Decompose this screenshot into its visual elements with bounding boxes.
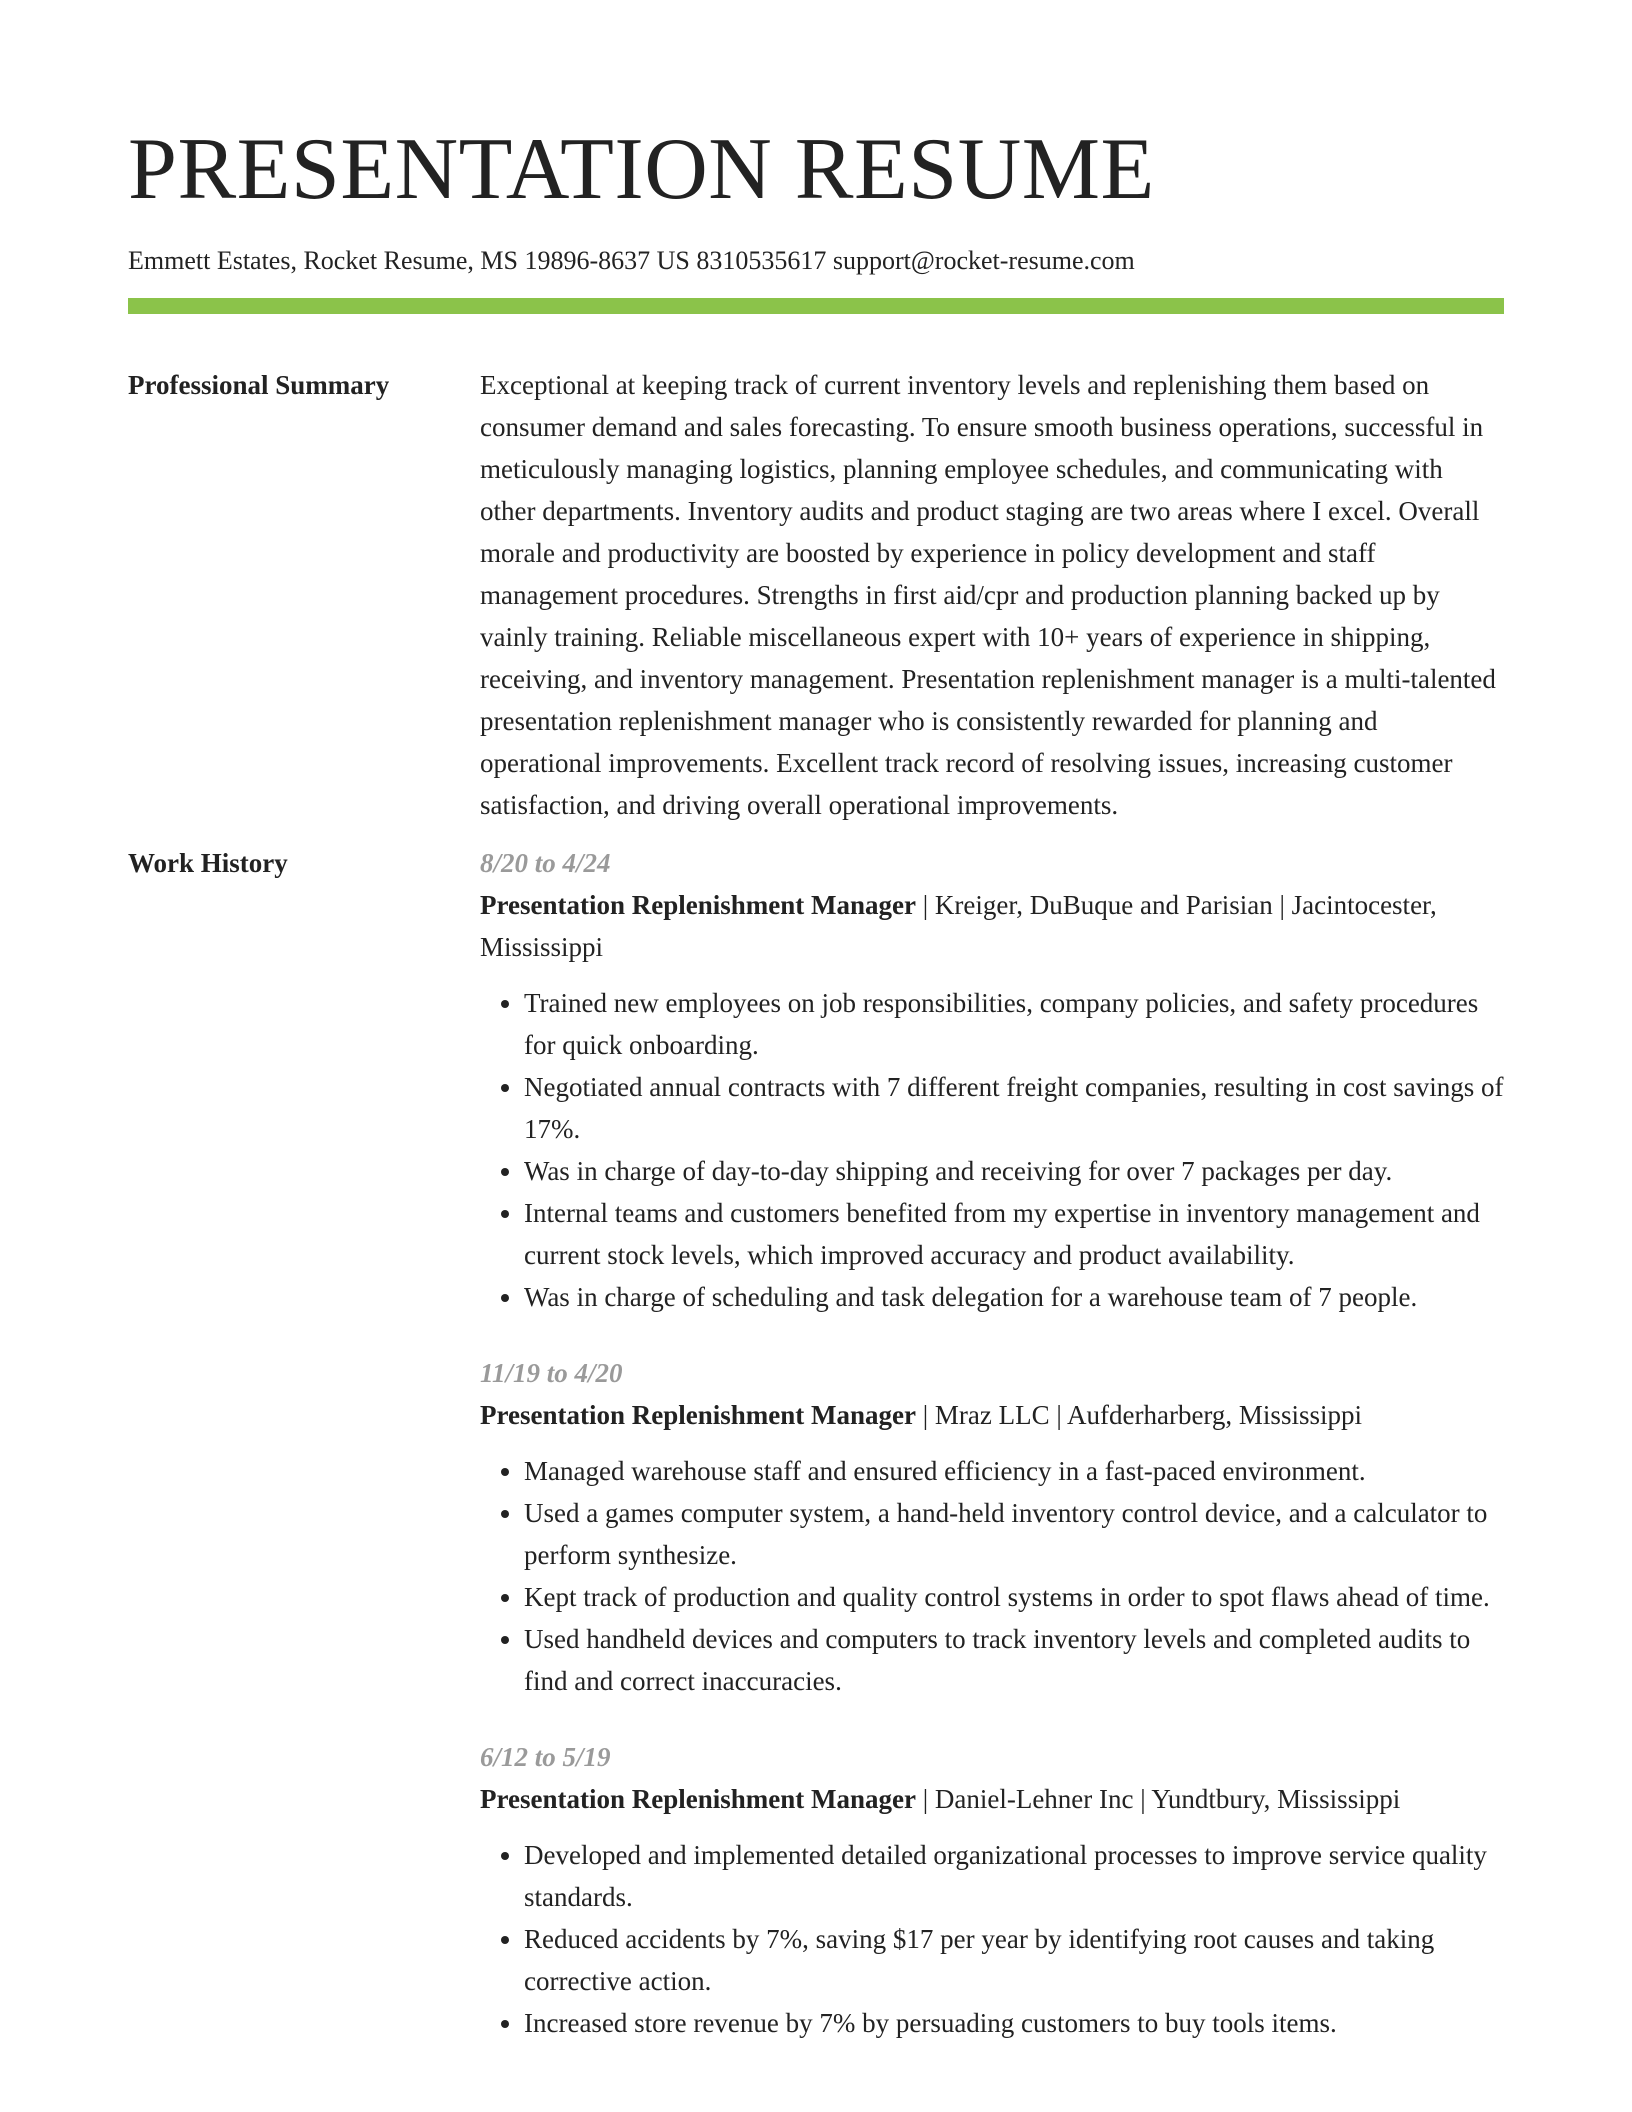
job-bullet: • Trained new employees on job responsibilities, company policies, and safety procedures for quick onboarding. [524, 982, 1504, 1066]
job-bullet: • Managed warehouse staff and ensured efficiency in a fast-paced environment. [524, 1450, 1504, 1492]
job-bullet: • Increased store revenue by 7% by persuading customers to buy tools items. [524, 2002, 1504, 2044]
job-bullet: • Used handheld devices and computers to track inventory levels and completed audits to find and correct inaccuracies. [524, 1618, 1504, 1702]
job-bullet: • Kept track of production and quality control systems in order to spot flaws ahead of time. [524, 1576, 1504, 1618]
work-history-body [480, 842, 1504, 2078]
job-bullet: • Reduced accidents by 7%, saving $17 per year by identifying root causes and taking corrective action. [524, 1918, 1504, 2002]
job-bullet: • Internal teams and customers benefited from my expertise in inventory management and current stock levels, which improved accuracy and product availability. [524, 1192, 1504, 1276]
accent-divider [128, 298, 1504, 314]
job-bullets [480, 982, 1504, 1318]
job-line [480, 1394, 1504, 1436]
job-line [480, 1778, 1504, 1820]
resume-name: PRESENTATION RESUME [128, 121, 1155, 218]
job-entry [480, 842, 1504, 1318]
job-details: | Kreiger, DuBuque and Parisian | Jacintocester, Mississippi [480, 890, 1437, 962]
job-line [480, 884, 1504, 968]
job-dates: 6/12 to 5/19 [480, 1742, 611, 1772]
job-bullet: • Negotiated annual contracts with 7 different freight companies, resulting in cost savings of 17%. [524, 1066, 1504, 1150]
job-title: Presentation Replenishment Manager [480, 1400, 916, 1430]
job-entry [480, 1736, 1504, 2044]
job-details: | Mraz LLC | Aufderharberg, Mississippi [915, 1400, 1362, 1430]
summary-heading: Professional Summary [128, 370, 390, 400]
job-bullets [480, 1834, 1504, 2044]
job-title: Presentation Replenishment Manager [480, 1784, 916, 1814]
job-dates: 8/20 to 4/24 [480, 848, 611, 878]
job-details: | Daniel-Lehner Inc | Yundtbury, Mississippi [915, 1784, 1401, 1814]
job-bullet: • Was in charge of scheduling and task delegation for a warehouse team of 7 people. [524, 1276, 1504, 1318]
job-bullet: • Used a games computer system, a hand-held inventory control device, and a calculator to perform synthesize. [524, 1492, 1504, 1576]
work-history-section [128, 842, 1504, 2078]
job-bullets [480, 1450, 1504, 1702]
job-entry [480, 1352, 1504, 1702]
resume-page [128, 0, 1504, 2078]
summary-body [480, 364, 1504, 826]
job-title: Presentation Replenishment Manager [480, 890, 916, 920]
job-bullet: • Developed and implemented detailed organizational processes to improve service quality standards. [524, 1834, 1504, 1918]
job-dates: 11/19 to 4/20 [480, 1358, 623, 1388]
work-history-heading: Work History [128, 848, 288, 878]
job-bullet: • Was in charge of day-to-day shipping and receiving for over 7 packages per day. [524, 1150, 1504, 1192]
summary-section [128, 364, 1504, 826]
summary-text: Exceptional at keeping track of current inventory levels and replenishing them based on consumer demand and sales forecasting. To ensure smooth business operations, successful in meticulously managing logistics, planning employee schedules, and communicating with other departments. Inventory audits and product staging are two areas where I excel. Overall morale and productivity are boosted by experience in policy development and staff management procedures. Strengths in first aid/cpr and production planning backed up by vainly training. Reliable miscellaneous expert with 10+ years of experience in shipping, receiving, and inventory management. Presentation replenishment manager is a multi-talented presentation replenishment manager who is consistently rewarded for planning and operational improvements. Excellent track record of resolving issues, increasing customer satisfaction, and driving overall operational improvements. [480, 370, 1496, 820]
contact-line: Emmett Estates, Rocket Resume, MS 19896-8637 US 8310535617 support@rocket-resume.com [128, 246, 1135, 275]
